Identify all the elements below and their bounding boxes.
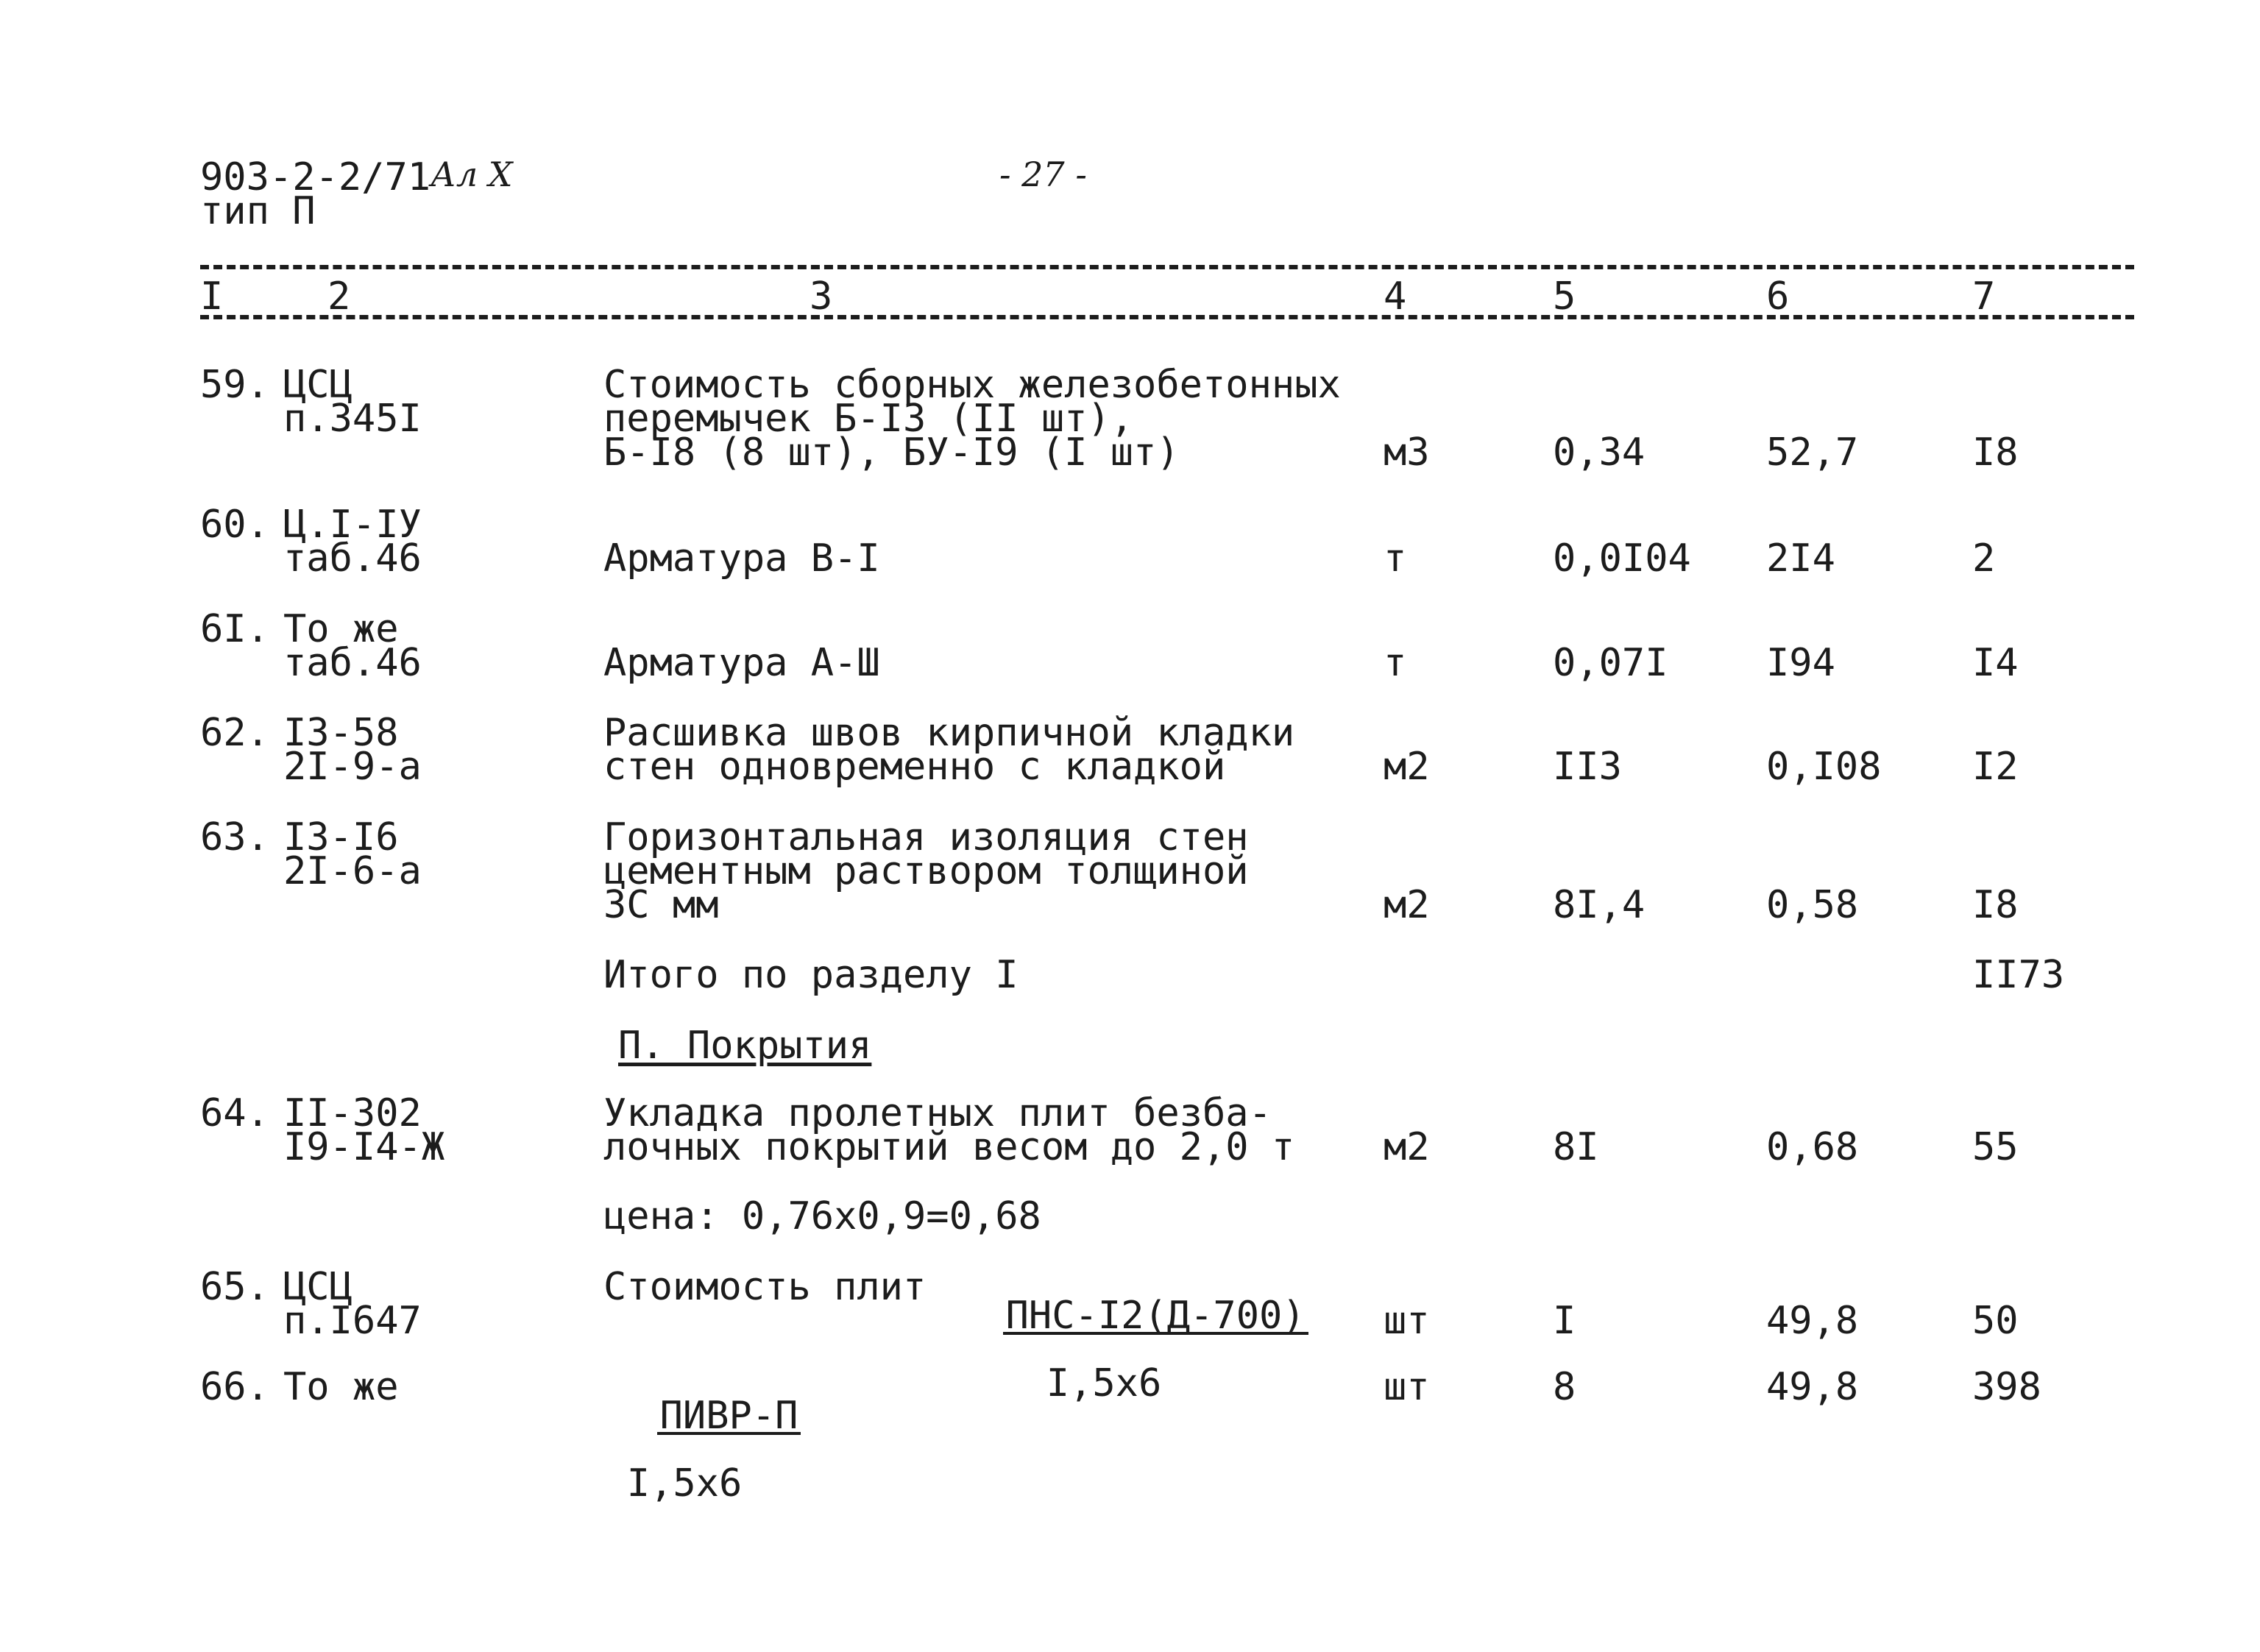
plate-fraction <box>611 1367 798 1532</box>
row-quantity: 8I <box>1553 1125 1599 1169</box>
row-unit: м2 <box>1384 1125 1430 1169</box>
handwritten-mark: Ал X <box>431 155 513 194</box>
row-unit: м2 <box>1384 883 1430 927</box>
row-description: Арматура В-I <box>603 536 880 581</box>
row-reference: таб.46 <box>283 536 422 581</box>
row-price: 0,68 <box>1766 1125 1859 1169</box>
section-total-label: Итого по разделу I <box>603 953 1019 997</box>
row-quantity: 8 <box>1553 1365 1576 1409</box>
column-header-5: 5 <box>1553 274 1576 319</box>
row-total: I4 <box>1972 641 2019 685</box>
row-reference: 2I-6-а <box>283 849 422 893</box>
row-number: 66. <box>200 1365 269 1409</box>
row-number: 65. <box>200 1265 269 1309</box>
row-unit: м2 <box>1384 745 1430 789</box>
row-reference: I3-I6 <box>283 815 399 859</box>
row-total: 398 <box>1972 1365 2041 1409</box>
row-price: 2I4 <box>1766 536 1835 581</box>
row-unit: шт <box>1384 1299 1430 1343</box>
plate-size: I,5х6 <box>626 1461 743 1506</box>
plate-mark: ПИВР-П <box>657 1400 801 1435</box>
row-reference: I9-I4-Ж <box>283 1125 445 1169</box>
row-unit: т <box>1384 641 1407 685</box>
price-note: цена: 0,76х0,9=0,68 <box>603 1194 1041 1238</box>
row-number: 62. <box>200 711 269 755</box>
column-header-6: 6 <box>1766 274 1790 319</box>
row-total: I8 <box>1972 430 2019 475</box>
row-number: 63. <box>200 815 269 859</box>
row-reference: ЦСЦ <box>283 363 353 407</box>
row-number: 64. <box>200 1091 269 1135</box>
row-total: 2 <box>1972 536 1996 581</box>
row-price: 52,7 <box>1766 430 1859 475</box>
row-quantity: II3 <box>1553 745 1622 789</box>
plate-fraction <box>957 1267 1306 1432</box>
row-reference: Ц.I-IУ <box>283 503 422 547</box>
row-reference: I3-58 <box>283 711 399 755</box>
column-header-7: 7 <box>1972 274 1996 319</box>
row-description: лочных покрытий весом до 2,0 т <box>603 1125 1295 1169</box>
row-description: Стоимость плит <box>603 1265 927 1309</box>
row-quantity: 8I,4 <box>1553 883 1646 927</box>
plate-size: I,5х6 <box>1046 1361 1162 1405</box>
row-total: 55 <box>1972 1125 2019 1169</box>
row-reference: п.I647 <box>283 1299 422 1343</box>
row-quantity: 0,07I <box>1553 641 1668 685</box>
row-number: 59. <box>200 363 269 407</box>
row-number: 60. <box>200 503 269 547</box>
row-quantity: I <box>1553 1299 1576 1343</box>
row-price: 49,8 <box>1766 1365 1859 1409</box>
row-description: 3С мм <box>603 883 719 927</box>
row-reference: То же <box>283 607 399 651</box>
row-price: 0,58 <box>1766 883 1859 927</box>
row-reference: таб.46 <box>283 641 422 685</box>
row-unit: т <box>1384 536 1407 581</box>
column-header-2: 2 <box>327 274 351 319</box>
column-header-1: I <box>200 274 224 319</box>
row-description: Расшивка швов кирпичной кладки <box>603 711 1295 755</box>
section-heading: П. Покрытия <box>618 1024 872 1068</box>
row-description: Арматура А-Ш <box>603 641 880 685</box>
row-number: 6I. <box>200 607 269 651</box>
row-quantity: 0,0I04 <box>1553 536 1691 581</box>
column-header-4: 4 <box>1384 274 1407 319</box>
row-description: перемычек Б-I3 (II шт), <box>603 397 1134 441</box>
row-reference: 2I-9-а <box>283 745 422 789</box>
row-reference: ЦСЦ <box>283 1265 353 1309</box>
document-code: 903-2-2/71 <box>200 155 431 199</box>
row-total: I8 <box>1972 883 2019 927</box>
row-description: Горизонтальная изоляция стен <box>603 815 1249 859</box>
row-unit: м3 <box>1384 430 1430 475</box>
row-reference: II-302 <box>283 1091 422 1135</box>
row-total: I2 <box>1972 745 2019 789</box>
row-description: Укладка пролетных плит безба- <box>603 1091 1272 1135</box>
row-description: Стоимость сборных железобетонных <box>603 363 1341 407</box>
row-description: Б-I8 (8 шт), БУ-I9 (I шт) <box>603 430 1180 475</box>
column-header-3: 3 <box>810 274 833 319</box>
section-total-value: II73 <box>1972 953 2065 997</box>
row-unit: шт <box>1384 1365 1430 1409</box>
plate-mark: ПНС-I2(Д-700) <box>1003 1300 1308 1335</box>
row-description: стен одновременно с кладкой <box>603 745 1226 789</box>
row-price: I94 <box>1766 641 1835 685</box>
document-type: тип П <box>200 189 316 233</box>
row-description: цементным раствором толщиной <box>603 849 1249 893</box>
header-rule-bottom <box>200 315 2134 319</box>
row-price: 0,I08 <box>1766 745 1882 789</box>
row-reference: п.345I <box>283 397 422 441</box>
page-number: - 27 - <box>999 155 1087 194</box>
row-price: 49,8 <box>1766 1299 1859 1343</box>
row-reference: То же <box>283 1365 399 1409</box>
header-rule-top <box>200 265 2134 269</box>
row-quantity: 0,34 <box>1553 430 1646 475</box>
row-total: 50 <box>1972 1299 2019 1343</box>
